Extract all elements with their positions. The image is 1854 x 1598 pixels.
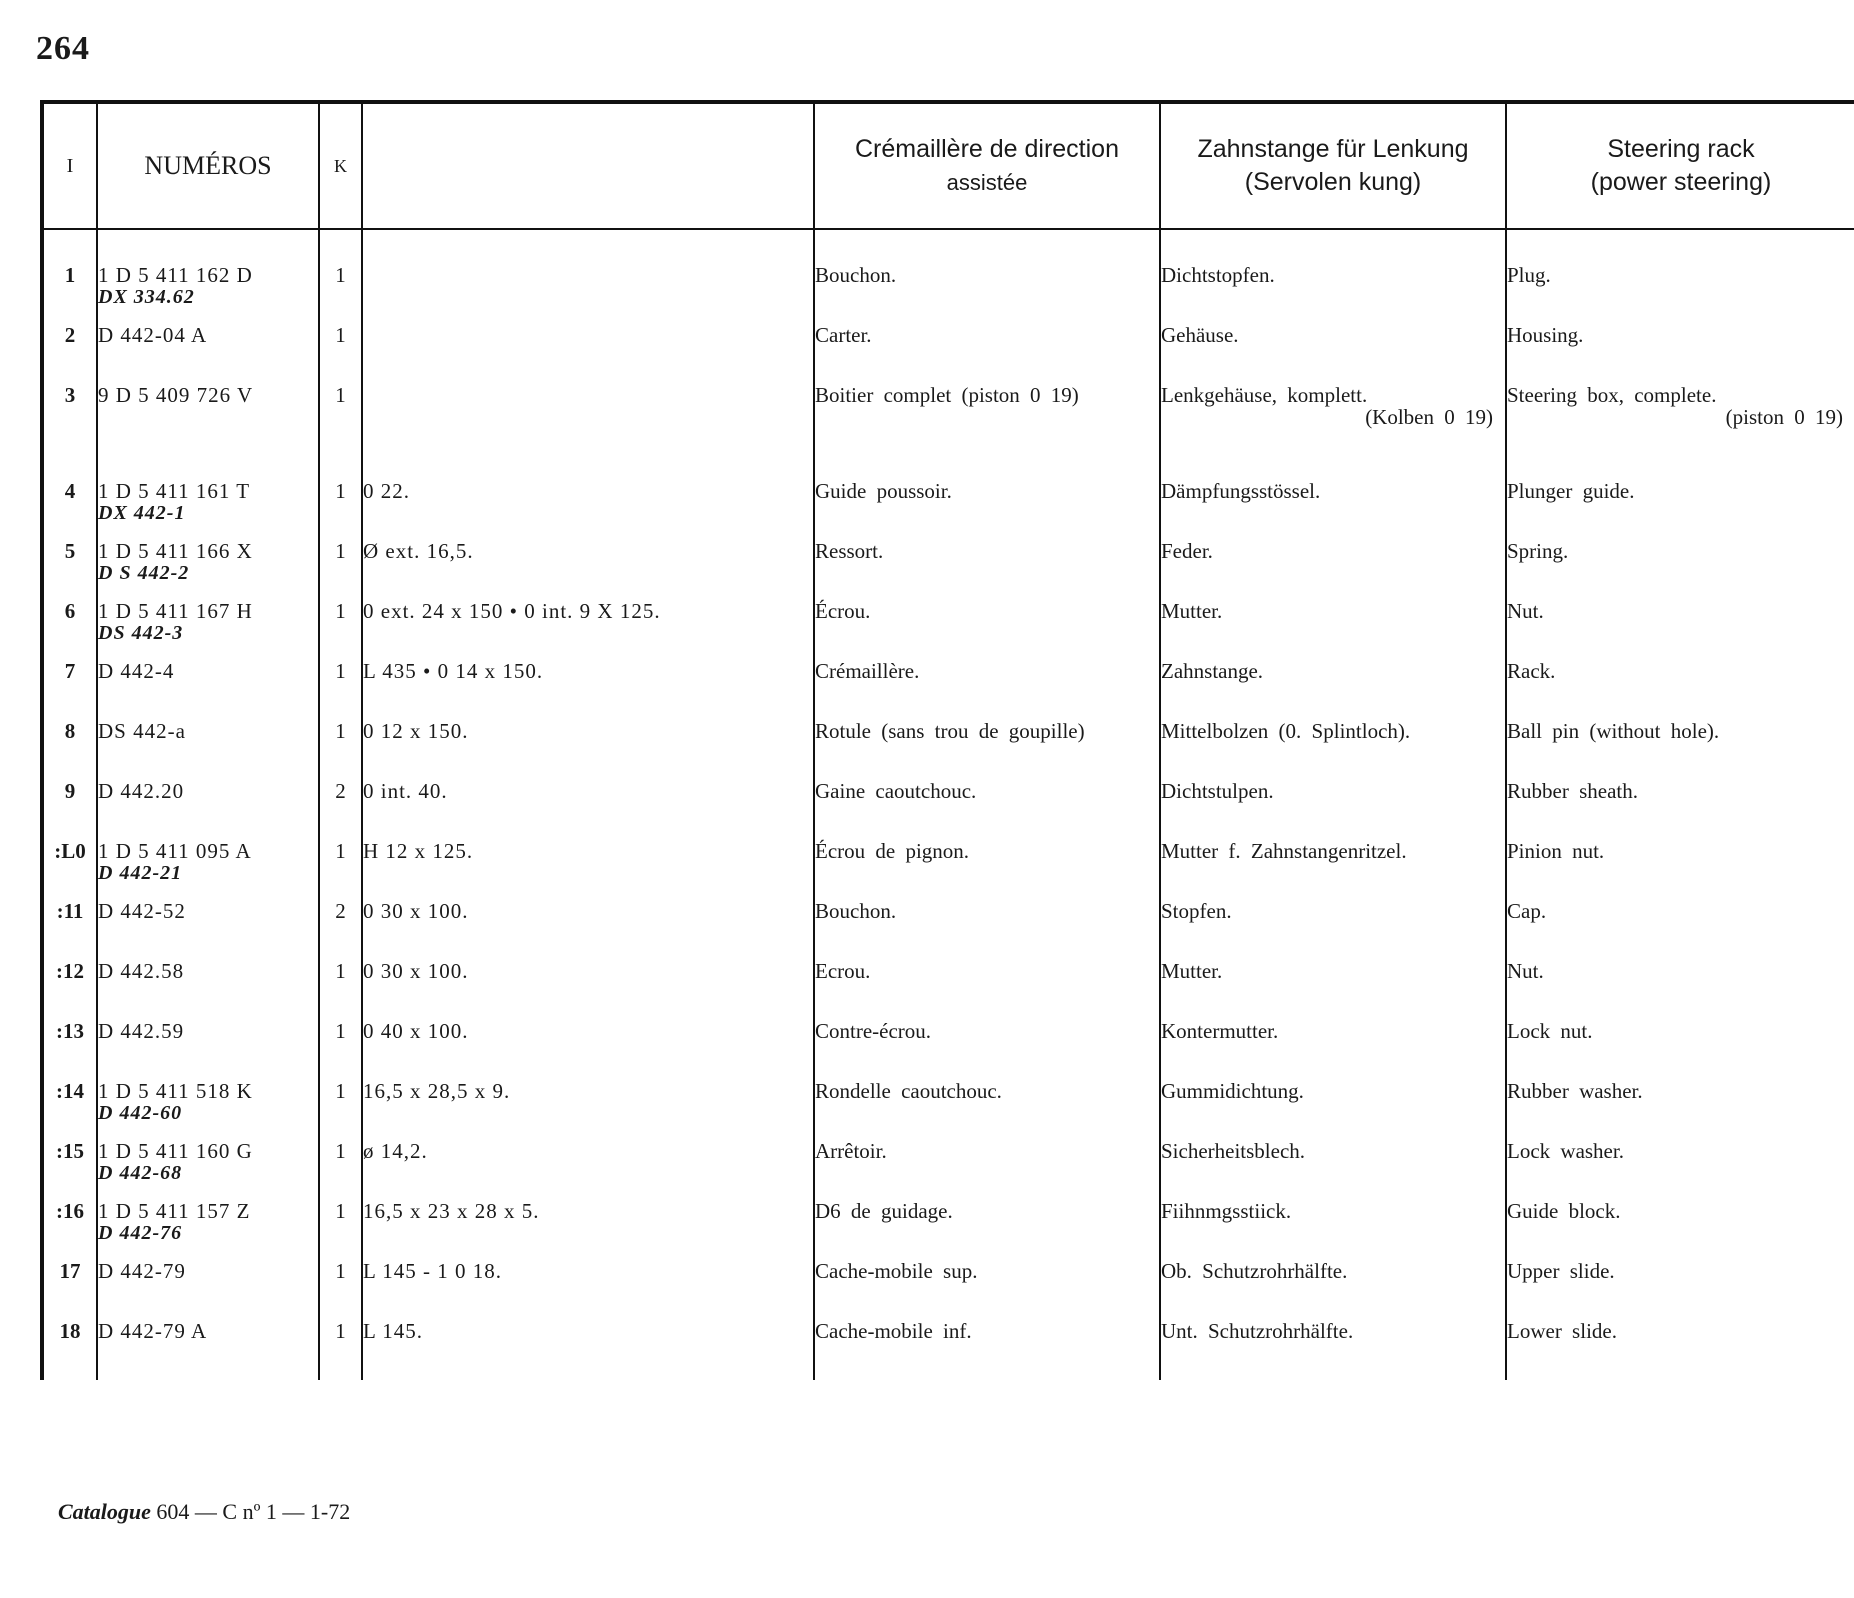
desc-english xyxy=(1506,900,1854,960)
table-row xyxy=(42,1080,1854,1140)
row-index: :12 xyxy=(42,960,97,1020)
header-french-title: Crémaillère de direction xyxy=(854,135,1119,163)
desc-english xyxy=(1506,1200,1854,1260)
row-index: 17 xyxy=(42,1260,97,1320)
desc-english-text: Spring. xyxy=(1507,539,1569,563)
table-row xyxy=(42,264,1854,324)
desc-english-text: Plunger guide. xyxy=(1507,479,1635,503)
part-reference: 1 D 5 411 518 K xyxy=(98,1079,253,1103)
header-quantity: K xyxy=(319,102,362,229)
part-reference: D 442-79 A xyxy=(98,1319,208,1343)
part-reference: 1 D 5 411 160 G xyxy=(98,1139,253,1163)
parts-table xyxy=(40,100,1854,1380)
row-index: 2 xyxy=(42,324,97,384)
part-number xyxy=(97,540,319,600)
table-row xyxy=(42,660,1854,720)
part-dimensions: H 12 x 125. xyxy=(362,840,814,900)
table-row xyxy=(42,1020,1854,1080)
part-number xyxy=(97,780,319,840)
part-quantity: 1 xyxy=(319,960,362,1020)
header-english-subtitle: (power steering) xyxy=(1590,168,1772,196)
table-row xyxy=(42,1260,1854,1320)
desc-french: Cache-mobile sup. xyxy=(814,1260,1160,1320)
desc-english xyxy=(1506,600,1854,660)
row-index: 8 xyxy=(42,720,97,780)
desc-english-text: Cap. xyxy=(1507,899,1547,923)
desc-english-text: Nut. xyxy=(1507,959,1544,983)
header-index: I xyxy=(42,102,97,229)
desc-french: Crémaillère. xyxy=(814,660,1160,720)
row-index: :L0 xyxy=(42,840,97,900)
desc-german-text: Stopfen. xyxy=(1161,899,1232,923)
desc-english xyxy=(1506,264,1854,324)
desc-english-text: Rack. xyxy=(1507,659,1556,683)
desc-english-text: Lock nut. xyxy=(1507,1019,1593,1043)
part-reference: DS 442-a xyxy=(98,719,186,743)
desc-german xyxy=(1160,1260,1506,1320)
part-quantity: 2 xyxy=(319,900,362,960)
table-row xyxy=(42,384,1854,480)
desc-french: Bouchon. xyxy=(814,264,1160,324)
header-german xyxy=(1160,102,1506,229)
desc-english-text: Steering box, complete. xyxy=(1507,383,1717,407)
catalogue-footer xyxy=(58,1499,350,1525)
part-dimensions xyxy=(362,264,814,324)
row-index: :16 xyxy=(42,1200,97,1260)
desc-french: Ressort. xyxy=(814,540,1160,600)
desc-french: Contre-écrou. xyxy=(814,1020,1160,1080)
header-english xyxy=(1506,102,1854,229)
part-number xyxy=(97,840,319,900)
part-number xyxy=(97,324,319,384)
parts-table-container xyxy=(40,100,1854,1492)
table-row xyxy=(42,960,1854,1020)
desc-german xyxy=(1160,1200,1506,1260)
table-row xyxy=(42,600,1854,660)
desc-english-text: Pinion nut. xyxy=(1507,839,1605,863)
part-dimensions xyxy=(362,324,814,384)
desc-german xyxy=(1160,384,1506,480)
part-quantity: 1 xyxy=(319,1320,362,1380)
part-dimensions: Ø ext. 16,5. xyxy=(362,540,814,600)
desc-german xyxy=(1160,1020,1506,1080)
part-quantity: 1 xyxy=(319,1140,362,1200)
part-number xyxy=(97,720,319,780)
desc-english xyxy=(1506,324,1854,384)
desc-german-text: Ob. Schutzrohrhälfte. xyxy=(1161,1259,1348,1283)
desc-french: Bouchon. xyxy=(814,900,1160,960)
table-row xyxy=(42,780,1854,840)
part-dimensions xyxy=(362,384,814,480)
part-reference: 9 D 5 409 726 V xyxy=(98,383,254,407)
desc-english-text: Rubber sheath. xyxy=(1507,779,1638,803)
part-reference: D 442-04 A xyxy=(98,323,208,347)
row-index: 7 xyxy=(42,660,97,720)
desc-german xyxy=(1160,840,1506,900)
part-number xyxy=(97,600,319,660)
part-alt-reference: D 442-76 xyxy=(98,1222,183,1244)
desc-french: Guide poussoir. xyxy=(814,480,1160,540)
header-french-subtitle: assistée xyxy=(946,170,1028,195)
part-reference: 1 D 5 411 095 A xyxy=(98,839,252,863)
part-alt-reference: D 442-68 xyxy=(98,1162,183,1184)
part-reference: D 442-79 xyxy=(98,1259,186,1283)
part-reference: 1 D 5 411 161 T xyxy=(98,479,251,503)
header-numeros: NUMÉROS xyxy=(97,102,319,229)
table-row xyxy=(42,1200,1854,1260)
part-reference: D 442.20 xyxy=(98,779,185,803)
row-index: 18 xyxy=(42,1320,97,1380)
table-row xyxy=(42,720,1854,780)
desc-french: Boitier complet (piston 0 19) xyxy=(814,384,1160,480)
desc-english-text: Ball pin (without hole). xyxy=(1507,719,1720,743)
part-dimensions: 0 40 x 100. xyxy=(362,1020,814,1080)
row-index: 1 xyxy=(42,264,97,324)
desc-french: Ecrou. xyxy=(814,960,1160,1020)
row-index: 5 xyxy=(42,540,97,600)
part-quantity: 1 xyxy=(319,1260,362,1320)
desc-german-text: Zahnstange. xyxy=(1161,659,1264,683)
desc-german-text: Unt. Schutzrohrhälfte. xyxy=(1161,1319,1354,1343)
table-row xyxy=(42,840,1854,900)
part-quantity: 1 xyxy=(319,660,362,720)
page-number: 264 xyxy=(36,30,90,67)
desc-german-text: Gehäuse. xyxy=(1161,323,1239,347)
part-dimensions: 0 30 x 100. xyxy=(362,900,814,960)
row-index: 4 xyxy=(42,480,97,540)
part-number xyxy=(97,264,319,324)
row-index: 3 xyxy=(42,384,97,480)
part-reference: 1 D 5 411 166 X xyxy=(98,539,253,563)
desc-german xyxy=(1160,1140,1506,1200)
desc-english xyxy=(1506,540,1854,600)
part-reference: D 442-52 xyxy=(98,899,186,923)
desc-english-text: Rubber washer. xyxy=(1507,1079,1643,1103)
desc-german-text: Mittelbolzen (0. Splintloch). xyxy=(1161,719,1411,743)
part-number xyxy=(97,1200,319,1260)
desc-german xyxy=(1160,960,1506,1020)
part-alt-reference: D 442-21 xyxy=(98,862,183,884)
desc-english xyxy=(1506,780,1854,840)
desc-english xyxy=(1506,1080,1854,1140)
row-index: 6 xyxy=(42,600,97,660)
desc-french: Écrou de pignon. xyxy=(814,840,1160,900)
part-number xyxy=(97,1020,319,1080)
desc-german-text: Dämpfungsstössel. xyxy=(1161,479,1321,503)
part-quantity: 1 xyxy=(319,720,362,780)
desc-german xyxy=(1160,1320,1506,1380)
desc-german-text: Fiihnmgsstiick. xyxy=(1161,1199,1292,1223)
part-dimensions: 16,5 x 28,5 x 9. xyxy=(362,1080,814,1140)
part-dimensions: L 145. xyxy=(362,1320,814,1380)
desc-english xyxy=(1506,480,1854,540)
table-header-row xyxy=(42,102,1854,229)
part-number xyxy=(97,480,319,540)
part-quantity: 1 xyxy=(319,600,362,660)
desc-german-text: Dichtstopfen. xyxy=(1161,263,1275,287)
part-alt-reference: D 442-60 xyxy=(98,1102,183,1124)
desc-german xyxy=(1160,540,1506,600)
desc-german-text: Dichtstulpen. xyxy=(1161,779,1274,803)
catalogue-reference: 604 — C nº 1 — 1-72 xyxy=(156,1499,351,1524)
row-index: :13 xyxy=(42,1020,97,1080)
part-alt-reference: DS 442-3 xyxy=(98,622,184,644)
desc-german xyxy=(1160,264,1506,324)
part-reference: 1 D 5 411 162 D xyxy=(98,263,253,287)
table-row xyxy=(42,1320,1854,1380)
part-reference: D 442-4 xyxy=(98,659,175,683)
part-quantity: 1 xyxy=(319,540,362,600)
table-row xyxy=(42,900,1854,960)
desc-french: Gaine caoutchouc. xyxy=(814,780,1160,840)
desc-english-text: Guide block. xyxy=(1507,1199,1621,1223)
part-quantity: 1 xyxy=(319,480,362,540)
desc-french: Écrou. xyxy=(814,600,1160,660)
part-number xyxy=(97,660,319,720)
part-number xyxy=(97,1260,319,1320)
part-dimensions: 0 int. 40. xyxy=(362,780,814,840)
desc-english-text: Lock washer. xyxy=(1507,1139,1624,1163)
desc-english-text: Lower slide. xyxy=(1507,1319,1617,1343)
desc-english xyxy=(1506,384,1854,480)
row-index: :15 xyxy=(42,1140,97,1200)
desc-german xyxy=(1160,480,1506,540)
desc-german-text: Mutter. xyxy=(1161,959,1223,983)
part-dimensions: 0 30 x 100. xyxy=(362,960,814,1020)
part-number xyxy=(97,1080,319,1140)
part-reference: D 442.59 xyxy=(98,1019,185,1043)
desc-german-text: Kontermutter. xyxy=(1161,1019,1279,1043)
header-german-subtitle: (Servolen kung) xyxy=(1244,168,1422,196)
part-quantity: 1 xyxy=(319,840,362,900)
header-german-title: Zahnstange für Lenkung xyxy=(1197,135,1469,163)
table-row xyxy=(42,1140,1854,1200)
desc-english xyxy=(1506,1320,1854,1380)
part-number xyxy=(97,384,319,480)
desc-english xyxy=(1506,1020,1854,1080)
desc-english xyxy=(1506,1260,1854,1320)
part-number xyxy=(97,900,319,960)
part-alt-reference: DX 334.62 xyxy=(98,286,195,308)
part-dimensions: 0 22. xyxy=(362,480,814,540)
desc-german xyxy=(1160,720,1506,780)
row-index: :14 xyxy=(42,1080,97,1140)
part-alt-reference: DX 442-1 xyxy=(98,502,186,524)
desc-english xyxy=(1506,960,1854,1020)
desc-german xyxy=(1160,324,1506,384)
row-index: 9 xyxy=(42,780,97,840)
desc-english-text: Plug. xyxy=(1507,263,1551,287)
part-reference: 1 D 5 411 157 Z xyxy=(98,1199,251,1223)
desc-german xyxy=(1160,780,1506,840)
desc-german xyxy=(1160,660,1506,720)
desc-english-text: Upper slide. xyxy=(1507,1259,1615,1283)
part-quantity: 1 xyxy=(319,1020,362,1080)
part-dimensions: 0 ext. 24 x 150 • 0 int. 9 X 125. xyxy=(362,600,814,660)
desc-german xyxy=(1160,600,1506,660)
row-index: :11 xyxy=(42,900,97,960)
desc-english-note: (piston 0 19) xyxy=(1725,405,1843,429)
desc-german xyxy=(1160,1080,1506,1140)
part-quantity: 1 xyxy=(319,1080,362,1140)
header-french xyxy=(814,102,1160,229)
desc-english-text: Nut. xyxy=(1507,599,1544,623)
desc-german-text: Feder. xyxy=(1161,539,1213,563)
table-row xyxy=(42,480,1854,540)
header-dimensions xyxy=(362,102,814,229)
desc-english xyxy=(1506,660,1854,720)
desc-french: Rotule (sans trou de goupille) xyxy=(814,720,1160,780)
desc-french: Rondelle caoutchouc. xyxy=(814,1080,1160,1140)
spacer-row xyxy=(42,229,1854,264)
desc-english-text: Housing. xyxy=(1507,323,1584,347)
part-number xyxy=(97,960,319,1020)
desc-french: Cache-mobile inf. xyxy=(814,1320,1160,1380)
desc-german-text: Mutter f. Zahnstangenritzel. xyxy=(1161,839,1407,863)
part-alt-reference: D S 442-2 xyxy=(98,562,190,584)
desc-german-text: Sicherheitsblech. xyxy=(1161,1139,1306,1163)
desc-english xyxy=(1506,720,1854,780)
part-reference: D 442.58 xyxy=(98,959,185,983)
part-dimensions: ø 14,2. xyxy=(362,1140,814,1200)
table-row xyxy=(42,540,1854,600)
part-dimensions: 0 12 x 150. xyxy=(362,720,814,780)
part-number xyxy=(97,1320,319,1380)
part-dimensions: L 145 - 1 0 18. xyxy=(362,1260,814,1320)
desc-french: Arrêtoir. xyxy=(814,1140,1160,1200)
part-quantity: 1 xyxy=(319,384,362,480)
part-dimensions: L 435 • 0 14 x 150. xyxy=(362,660,814,720)
desc-english xyxy=(1506,1140,1854,1200)
desc-french: D6 de guidage. xyxy=(814,1200,1160,1260)
part-quantity: 2 xyxy=(319,780,362,840)
desc-german-note: (Kolben 0 19) xyxy=(1365,405,1493,429)
part-reference: 1 D 5 411 167 H xyxy=(98,599,253,623)
header-english-title: Steering rack xyxy=(1607,135,1755,163)
part-quantity: 1 xyxy=(319,264,362,324)
table-row xyxy=(42,324,1854,384)
desc-german-text: Gummidichtung. xyxy=(1161,1079,1304,1103)
desc-french: Carter. xyxy=(814,324,1160,384)
desc-german xyxy=(1160,900,1506,960)
catalogue-word: Catalogue xyxy=(58,1499,151,1524)
desc-german-text: Mutter. xyxy=(1161,599,1223,623)
part-dimensions: 16,5 x 23 x 28 x 5. xyxy=(362,1200,814,1260)
desc-german-text: Lenkgehäuse, komplett. xyxy=(1161,383,1368,407)
part-quantity: 1 xyxy=(319,1200,362,1260)
part-quantity: 1 xyxy=(319,324,362,384)
desc-english xyxy=(1506,840,1854,900)
part-number xyxy=(97,1140,319,1200)
